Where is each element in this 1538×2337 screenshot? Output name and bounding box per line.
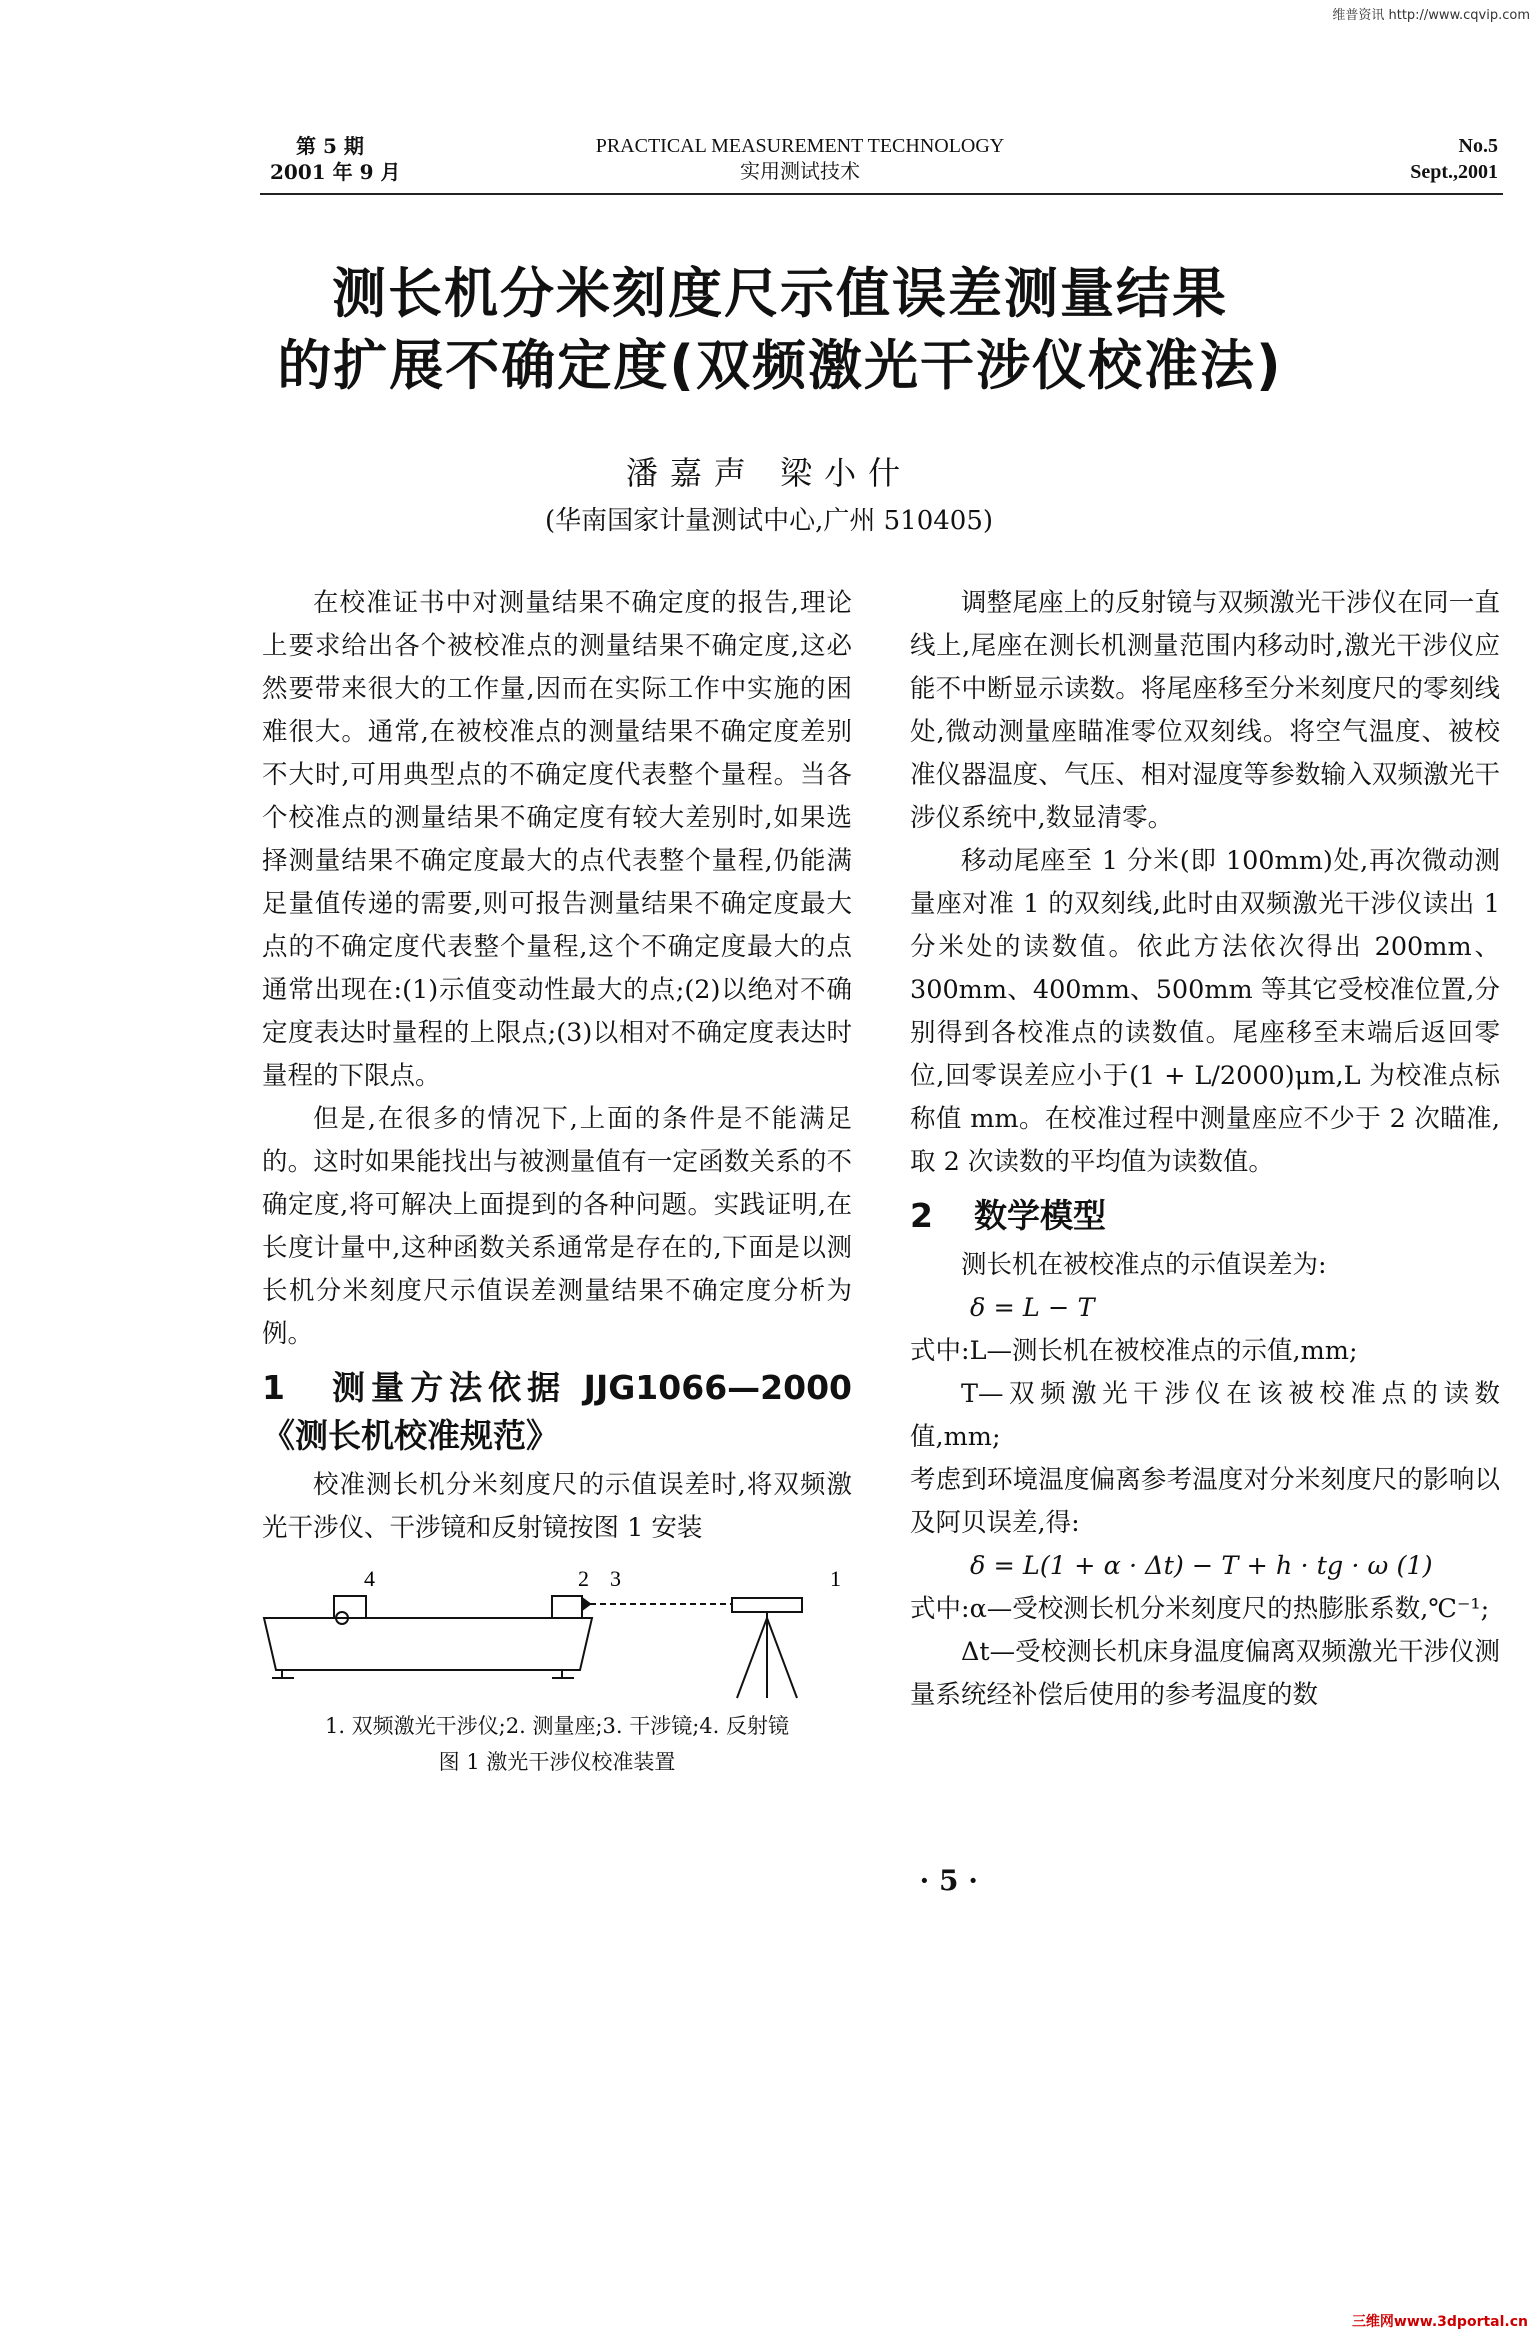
right-column: [910, 582, 1500, 1717]
left-paragraph-2: 但是,在很多的情况下,上面的条件是不能满足的。这时如果能找出与被测量值有一定函数关系的不确定度,将可解决上面提到的各种问题。实践证明,在长度计量中,这种函数关系通常是存在的,下面是以测长机分米刻度尺示值误差测量结果不确定度分析为例。: [262, 1104, 852, 1349]
title-line-1: 测长机分米刻度尺示值误差测量结果: [332, 262, 1228, 325]
figure-1: [262, 1558, 852, 1708]
figure-1-caption: 1. 双频激光干涉仪;2. 测量座;3. 干涉镜;4. 反射镜: [324, 1714, 790, 1738]
authors: 潘嘉声 梁小什: [625, 454, 913, 492]
laser-setup-diagram: [262, 1558, 852, 1708]
right-paragraph-8: Δt—受校测长机床身温度偏离双频激光干涉仪测量系统经补偿后使用的参考温度的数: [910, 1637, 1500, 1710]
affiliation: (华南国家计量测试中心,广州 510405): [544, 506, 994, 536]
watermark-bottom: 三维网www.3dportal.cn: [1351, 2314, 1528, 2330]
right-paragraph-3: 测长机在被校准点的示值误差为:: [961, 1250, 1327, 1280]
section-1-number: 1: [262, 1368, 285, 1407]
right-paragraph-7: 式中:α—受校测长机分米刻度尺的热膨胀系数,℃⁻¹;: [910, 1594, 1490, 1624]
measuring-seat-block: [552, 1596, 582, 1618]
header-center: [560, 133, 1040, 185]
right-paragraph-1: 调整尾座上的反射镜与双频激光干涉仪在同一直线上,尾座在测长机测量范围内移动时,激光干涉仪应能不中断显示读数。将尾座移至分米刻度尺的零刻线处,微动测量座瞄准零位双刻线。将空气温度、被校准仪器温度、气压、相对湿度等参数输入双频激光干涉仪系统中,数显清零。: [910, 588, 1500, 833]
right-paragraph-5: T—双频激光干涉仪在该被校准点的读数值,mm;: [910, 1379, 1500, 1452]
figure-1-title: 图 1 激光干涉仪校准装置: [438, 1750, 676, 1774]
section-2-number: 2: [910, 1196, 933, 1235]
fig-label-1: 1: [830, 1566, 841, 1591]
section-2-title: 数学模型: [974, 1196, 1106, 1235]
fig-label-2: 2: [578, 1566, 589, 1591]
header-issue: 第 5 期: [296, 134, 364, 158]
header-left: [270, 133, 400, 185]
left-paragraph-3: 校准测长机分米刻度尺的示值误差时,将双频激光干涉仪、干涉镜和反射镜按图 1 安装: [262, 1470, 852, 1543]
journal-name-en: PRACTICAL MEASUREMENT TECHNOLOGY: [595, 135, 1005, 157]
header-date: 2001 年 9 月: [270, 160, 401, 184]
left-column: [262, 582, 852, 1780]
left-paragraph-1: 在校准证书中对测量结果不确定度的报告,理论上要求给出各个被校准点的测量结果不确定度,这必然要带来很大的工作量,因而在实际工作中实施的困难很大。通常,在被校准点的测量结果不确定度差别不大时,可用典型点的不确定度代表整个量程。当各个校准点的测量结果不确定度有较大差别时,如果选择测量结果不确定度最大的点代表整个量程,仍能满足量值传递的需要,则可报告测量结果不确定度最大点的不确定度代表整个量程,这个不确定度最大的点通常出现在:(1)示值变动性最大的点;(2)以绝对不确定度表达时量程的上限点;(3)以相对不确定度表达时量程的下限点。: [262, 588, 852, 1091]
page-number: · 5 ·: [919, 1864, 978, 1897]
fig-label-3: 3: [610, 1566, 621, 1591]
header-right: [1410, 133, 1498, 185]
watermark-top: 维普资讯 http://www.cqvip.com: [1332, 8, 1530, 23]
formula-1: δ = L − T: [970, 1293, 1095, 1323]
machine-bed: [264, 1618, 592, 1670]
fig-label-4: 4: [364, 1566, 375, 1591]
header-no: No.5: [1458, 135, 1498, 157]
formula-2: δ = L(1 + α · Δt) − T + h · tg · ω (1): [970, 1551, 1433, 1581]
section-1-title: 测量方法依据 JJG1066—2000《测长机校准规范》: [262, 1368, 852, 1455]
section-2-heading: [910, 1192, 1500, 1240]
header-date-en: Sept.,2001: [1410, 161, 1498, 183]
title-line-2: 的扩展不确定度(双频激光干涉仪校准法): [277, 334, 1283, 397]
reflector-block: [334, 1596, 366, 1618]
header-rule: [260, 193, 1503, 195]
right-paragraph-2: 移动尾座至 1 分米(即 100mm)处,再次微动测量座对准 1 的双刻线,此时由双频激光干涉仪读出 1 分米处的读数值。依此方法依次得出 200mm、300mm、400mm、500mm 等其它受校准位置,分别得到各校准点的读数值。尾座移至末端后返回零位,回零误差应小于(1 + L/2000)μm,L 为校准点标称值 mm。在校准过程中测量座应不少于 2 次瞄准,取 2 次读数的平均值为读数值。: [910, 846, 1500, 1177]
right-paragraph-6: 考虑到环境温度偏离参考温度对分米刻度尺的影响以及阿贝误差,得:: [910, 1465, 1500, 1538]
journal-name-cn: 实用测试技术: [740, 161, 860, 183]
laser-head: [732, 1598, 802, 1612]
right-paragraph-4: 式中:L—测长机在被校准点的示值,mm;: [910, 1336, 1358, 1366]
section-1-heading: [262, 1364, 852, 1460]
article-title: [230, 258, 1330, 402]
